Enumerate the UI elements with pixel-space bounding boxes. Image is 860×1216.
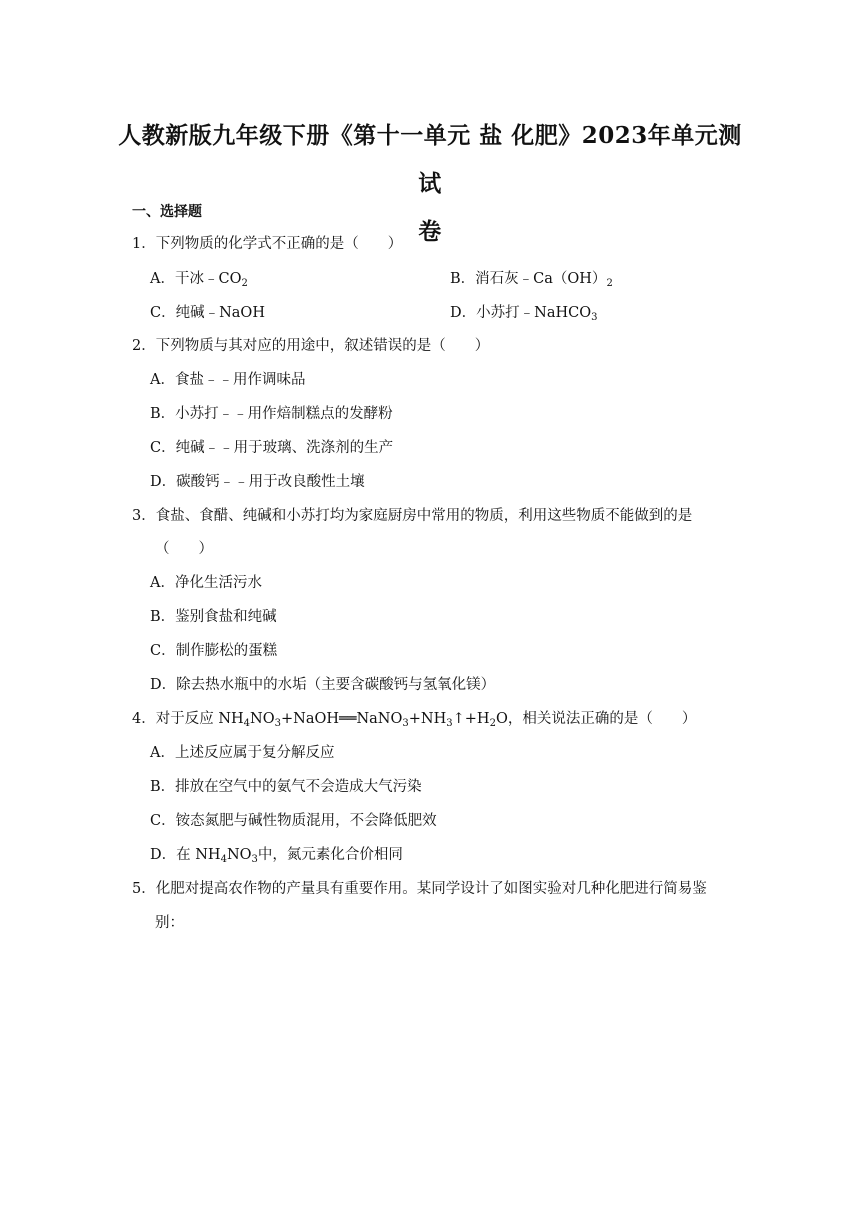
question-1-option-d: D．小苏打﹣NaHCO$_3$ [450,305,598,323]
section-heading: 一、选择题 [132,204,202,220]
question-1-option-c: C．纯碱﹣NaOH [150,305,265,321]
question-2-stem: 2．下列物质与其对应的用途中，叙述错误的是（ ） [132,338,490,354]
question-3-stem-continued: （ ） [155,541,213,557]
title-line-1: 人教新版九年级下册《第十一单元 盐 化肥》2023年单元测试 [118,122,742,197]
title-line-2: 卷 [418,218,442,245]
question-3-stem: 3．食盐、食醋、纯碱和小苏打均为家庭厨房中常用的物质，利用这些物质不能做到的是 [132,508,693,524]
question-2-option-b: B．小苏打﹣﹣用作焙制糕点的发酵粉 [150,406,393,422]
question-3-option-a: A．净化生活污水 [150,575,262,591]
question-2-option-c: C．纯碱﹣﹣用于玻璃、洗涤剂的生产 [150,440,394,456]
question-3-option-c: C．制作膨松的蛋糕 [150,643,278,659]
question-1-option-b: B．消石灰$﹣Ca(OH)_2$ [450,271,613,289]
question-4-option-a: A．上述反应属于复分解反应 [150,745,335,761]
question-2-option-d: D．碳酸钙﹣﹣用于改良酸性土壤 [150,474,365,490]
question-5-stem: 5．化肥对提高农作物的产量具有重要作用。某同学设计了如图实验对几种化肥进行简易鉴 [132,881,707,897]
question-1-stem: 1．下列物质的化学式不正确的是（ ） [132,236,403,252]
question-3-option-b: B．鉴别食盐和纯碱 [150,609,277,625]
question-4-option-d: D．在 $NH_4NO_3$中，氮元素化合价相同 [150,847,403,865]
question-4-option-b: B．排放在空气中的氨气不会造成大气污染 [150,779,422,795]
question-4-stem: 4．对于反应 $NH_4NO_3+NaOH══NaNO_3+NH_3↑+H_2O$，相关说法正确的是（ ） [132,711,697,729]
question-5-stem-continued: 别： [155,915,184,931]
question-1-option-a: A．干冰$﹣CO_2$ [150,271,248,289]
question-3-option-d: D．除去热水瓶中的水垢（主要含碳酸钙与氢氧化镁） [150,677,496,693]
question-2-option-a: A．食盐﹣﹣用作调味品 [150,372,306,388]
question-4-option-c: C．铵态氮肥与碱性物质混用，不会降低肥效 [150,813,437,829]
